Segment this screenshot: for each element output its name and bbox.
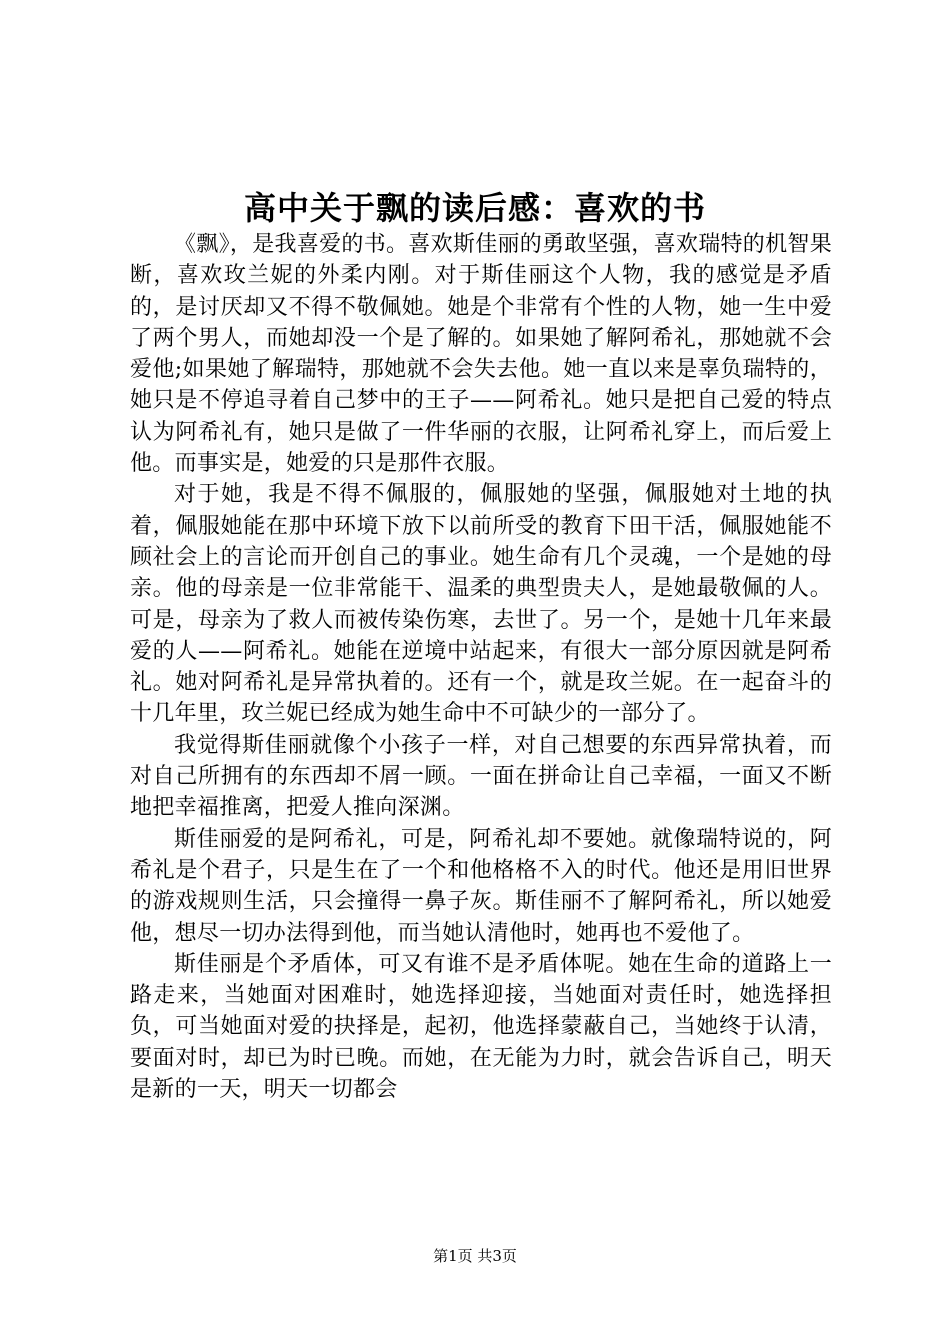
document-title: 高中关于飘的读后感：喜欢的书: [243, 189, 706, 227]
document-body: [130, 229, 832, 1184]
page-number-footer: 第1页 共3页: [433, 1247, 517, 1265]
paragraph: 对于她，我是不得不佩服的，佩服她的坚强，佩服她对土地的执着，佩服她能在那中环境下放下以前所受的教育下田干活，佩服她能不顾社会上的言论而开创自己的事业。她生命有几个灵魂，一个是她的母亲。他的母亲是一位非常能干、温柔的典型贵夫人，是她最敬佩的人。可是，母亲为了救人而被传染伤寒，去世了。另一个，是她十几年来最爱的人——阿希礼。她能在逆境中站起来，有很大一部分原因就是阿希礼。她对阿希礼是异常执着的。还有一个，就是玫兰妮。在一起奋斗的十几年里，玫兰妮已经成为她生命中不可缺少的一部分了。: [130, 482, 832, 727]
paragraph: 我觉得斯佳丽就像个小孩子一样，对自己想要的东西异常执着，而对自己所拥有的东西却不屑一顾。一面在拼命让自己幸福，一面又不断地把幸福推离，把爱人推向深渊。: [130, 732, 832, 821]
paragraph: 斯佳丽爱的是阿希礼，可是，阿希礼却不要她。就像瑞特说的，阿希礼是个君子，只是生在了一个和他格格不入的时代。他还是用旧世界的游戏规则生活，只会撞得一鼻子灰。斯佳丽不了解阿希礼，所以她爱他，想尽一切办法得到他，而当她认清他时，她再也不爱他了。: [130, 826, 832, 946]
paragraph: 《飘》，是我喜爱的书。喜欢斯佳丽的勇敢坚强，喜欢瑞特的机智果断，喜欢玫兰妮的外柔内刚。对于斯佳丽这个人物，我的感觉是矛盾的，是讨厌却又不得不敬佩她。她是个非常有个性的人物，她一生中爱了两个男人，而她却没一个是了解的。如果她了解阿希礼，那她就不会爱他;如果她了解瑞特，那她就不会失去他。她一直以来是辜负瑞特的，她只是不停追寻着自己梦中的王子——阿希礼。她只是把自己爱的特点认为阿希礼有，她只是做了一件华丽的衣服，让阿希礼穿上，而后爱上他。而事实是，她爱的只是那件衣服。: [130, 232, 832, 477]
paragraph: 斯佳丽是个矛盾体，可又有谁不是矛盾体呢。她在生命的道路上一路走来，当她面对困难时，她选择迎接，当她面对责任时，她选择担负，可当她面对爱的抉择是，起初，他选择蒙蔽自己，当她终于认清，要面对时，却已为时已晚。而她，在无能为力时，就会告诉自己，明天是新的一天，明天一切都会: [130, 951, 832, 1103]
